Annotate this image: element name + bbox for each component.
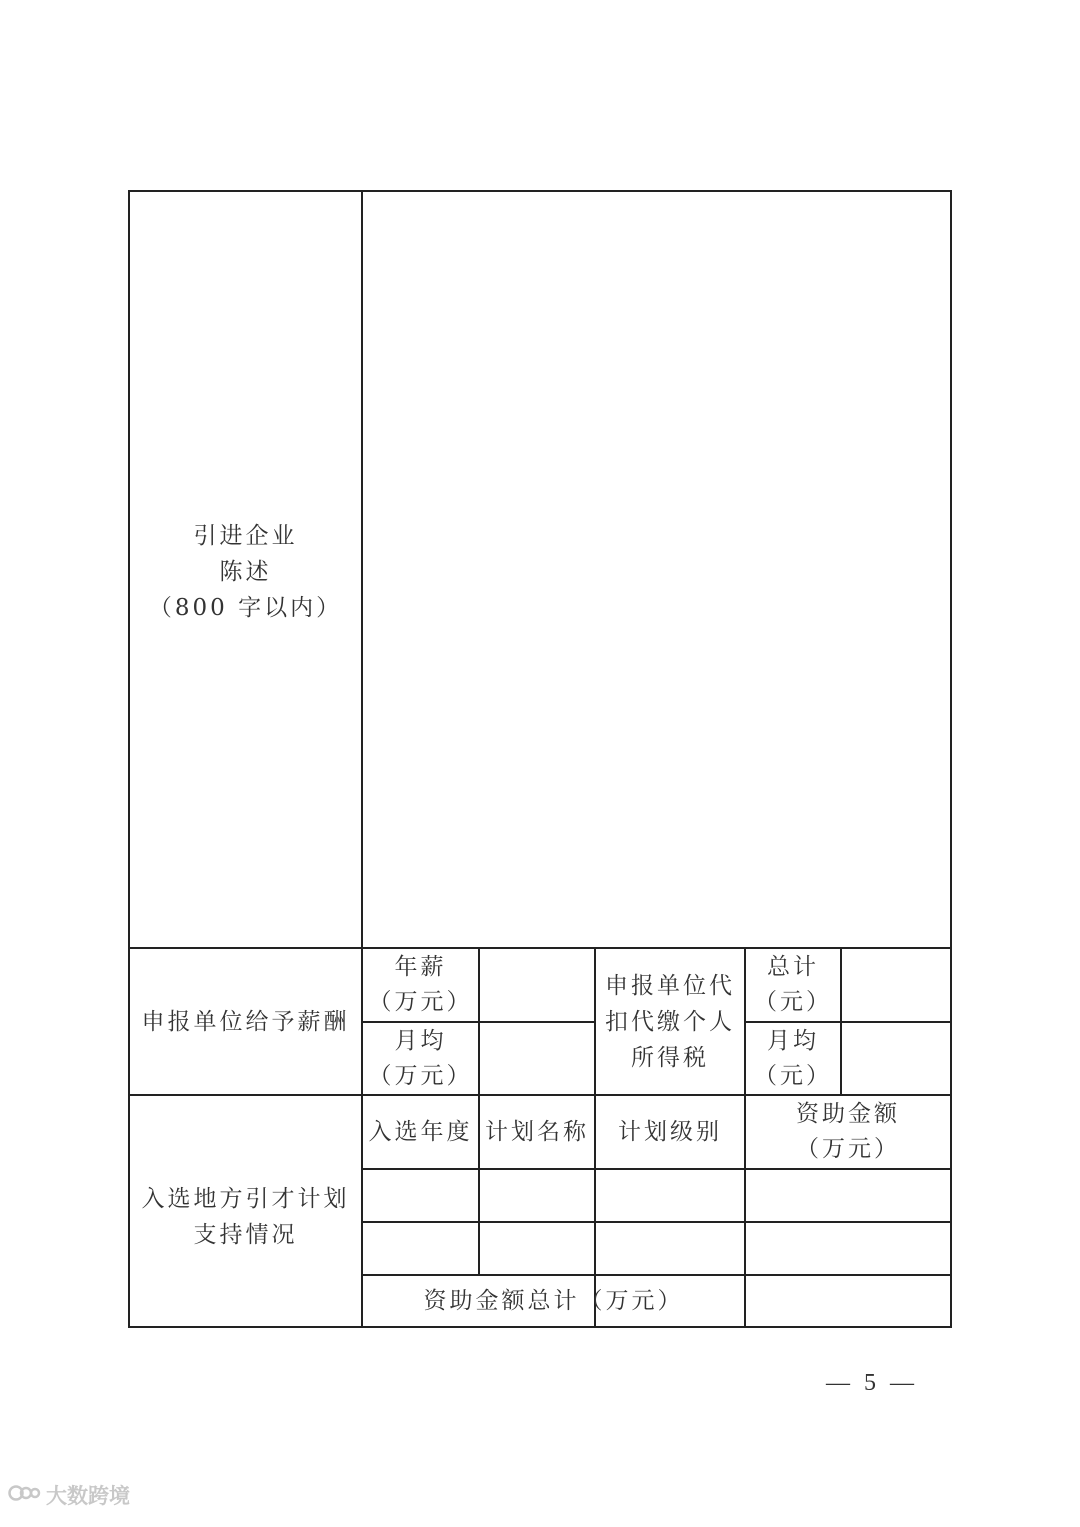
plan-label-line: 支持情况 — [193, 1222, 298, 1248]
annual-salary-input[interactable] — [480, 949, 594, 1021]
tax-monthly-line: （元） — [754, 1062, 832, 1089]
funding-amount-line: （万元） — [796, 1136, 900, 1162]
tax-withholding-label — [596, 949, 744, 1094]
funding-total-text: 资助金额总计（万元） — [423, 1288, 684, 1314]
funding-amount-line: 资助金额 — [796, 1101, 900, 1127]
tax-label-line: 扣代缴个人 — [605, 1008, 735, 1035]
tax-total-input[interactable] — [842, 949, 950, 1021]
page-number: — 5 — — [826, 1370, 918, 1396]
tax-total-label — [746, 949, 840, 1021]
row1-amount-input[interactable] — [746, 1170, 950, 1221]
statement-input-area[interactable] — [363, 192, 950, 947]
plan-support-label — [130, 1096, 361, 1326]
tax-label-line: 申报单位代 — [605, 972, 735, 999]
row1-year-input[interactable] — [363, 1170, 478, 1221]
plan-level-text: 计划级别 — [618, 1119, 722, 1145]
monthly-salary-line: 月均 — [394, 1027, 447, 1054]
plan-label-line: 入选地方引才计划 — [141, 1186, 350, 1212]
tax-monthly-line: 月均 — [767, 1027, 819, 1054]
watermark-text: 大数跨境 — [46, 1484, 130, 1508]
monthly-salary-line: （万元） — [368, 1062, 473, 1089]
row2-level-input[interactable] — [596, 1223, 744, 1274]
header-selection-year — [363, 1096, 478, 1168]
annual-salary-line: 年薪 — [394, 954, 447, 980]
header-plan-level — [596, 1096, 744, 1168]
watermark — [8, 1480, 130, 1510]
annual-salary-line: （万元） — [368, 989, 473, 1015]
monthly-salary-input[interactable] — [480, 1023, 594, 1094]
salary-label-text: 申报单位给予薪酬 — [141, 1008, 350, 1035]
application-form-table — [128, 190, 952, 1328]
row2-name-input[interactable] — [480, 1223, 594, 1274]
header-funding-amount — [746, 1096, 950, 1168]
row2-year-input[interactable] — [363, 1223, 478, 1274]
statement-label-line: （800 字以内） — [148, 594, 343, 621]
selection-year-text: 入选年度 — [368, 1119, 473, 1145]
funding-total-input[interactable] — [746, 1276, 950, 1326]
funding-total-label — [363, 1276, 744, 1326]
header-plan-name — [480, 1096, 594, 1168]
statement-label-line: 陈述 — [219, 558, 272, 585]
salary-label — [130, 949, 361, 1094]
row1-name-input[interactable] — [480, 1170, 594, 1221]
tax-total-line: （元） — [754, 989, 832, 1015]
row1-level-input[interactable] — [596, 1170, 744, 1221]
plan-name-text: 计划名称 — [485, 1119, 589, 1145]
tax-monthly-label — [746, 1023, 840, 1094]
statement-label — [130, 192, 361, 947]
statement-label-line: 引进企业 — [193, 522, 298, 549]
annual-salary-label — [363, 949, 478, 1021]
tax-total-line: 总计 — [767, 954, 819, 980]
brand-logo-icon — [8, 1481, 42, 1510]
row2-amount-input[interactable] — [746, 1223, 950, 1274]
tax-monthly-input[interactable] — [842, 1023, 950, 1094]
tax-label-line: 所得税 — [631, 1044, 709, 1071]
monthly-salary-label — [363, 1023, 478, 1094]
